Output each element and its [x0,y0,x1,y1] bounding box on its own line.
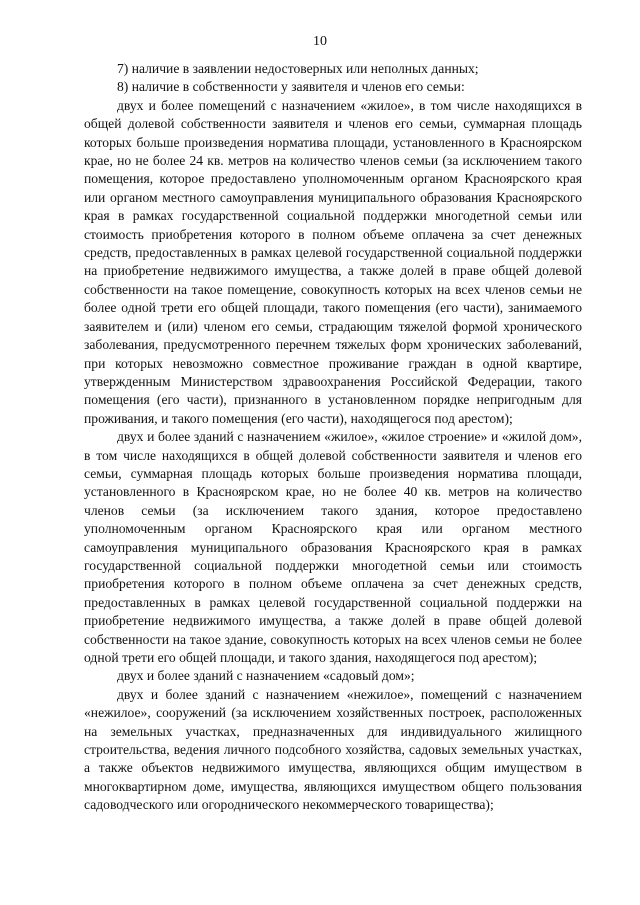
page-number: 10 [313,34,327,49]
document-body [84,60,582,815]
non-residential-paragraph: двух и более зданий с назначением «нежилое», помещений с назначением «нежилое», сооружений (за исключением хозяйственных построек, расположенных на земельных участках, предназначенных для индивидуального жилищного строительства, ведения личного подсобного хозяйства, садовых земельных участках, а также объектов недвижимого имущества, являющихся общим имуществом в многоквартирном доме, имущества, являющихся имуществом общего пользования садоводческого или огороднического некоммерческого товарищества); [84,686,582,813]
residential-premises-paragraph: двух и более помещений с назначением «жилое», в том числе находящихся в общей долевой собственности заявителя и членов его семьи, суммарная площадь которых больше произведения норматива площади, установленного в Красноярском крае, но не более 24 кв. метров на количество членов семьи (за исключением такого помещения, которое предоставлено уполномоченным органом Красноярского края или органом местного самоуправления муниципального образования Красноярского края в рамках государственной социальной поддержки многодетной семьи или стоимость приобретения которого в полном объеме оплачена за счет денежных средств, предоставленных в рамках целевой государственной социальной поддержки на приобретение недвижимого имущества, а также долей в праве общей долевой собственности на такое помещение, совокупность которых на всех членов семьи не более одной трети его общей площади, такого помещения (его части), занимаемого заявителем и (или) членом его семьи, страдающим тяжелой формой хронического заболевания, предусмотренного перечнем тяжелых форм хронических заболеваний, при которых невозможно совместное проживание граждан в одной квартире, утвержденным Министерством здравоохранения Российской Федерации, такого помещения (его части), признанного в установленном порядке непригодным для проживания, и такого помещения (его части), находящегося под арестом); [84,97,582,426]
item-7-paragraph: 7) наличие в заявлении недостоверных или неполных данных; [117,61,479,76]
item-8-paragraph: 8) наличие в собственности у заявителя и членов его семьи: [117,79,465,95]
garden-houses-paragraph: двух и более зданий с назначением «садовый дом»; [117,668,415,684]
residential-buildings-paragraph: двух и более зданий с назначением «жилое», «жилое строение» и «жилой дом», в том числе находящихся в общей долевой собственности заявителя и членов его семьи, суммарная площадь которых больше произведения норматива площади, установленного в Красноярском крае, но не более 40 кв. метров на количество членов семьи (за исключением такого здания, которое предоставлено уполномоченным органом Красноярского края или органом местного самоуправления муниципального образования Красноярского края в рамках государственной социальной поддержки многодетной семьи или стоимость приобретения которого в полном объеме оплачена за счет денежных средств, предоставленных в рамках целевой государственной социальной поддержки на приобретение недвижимого имущества, а также долей в праве общей долевой собственности на такое здание, совокупность которых на всех членов семьи не более одной трети его общей площади, и такого здания, находящегося под арестом); [84,429,582,665]
